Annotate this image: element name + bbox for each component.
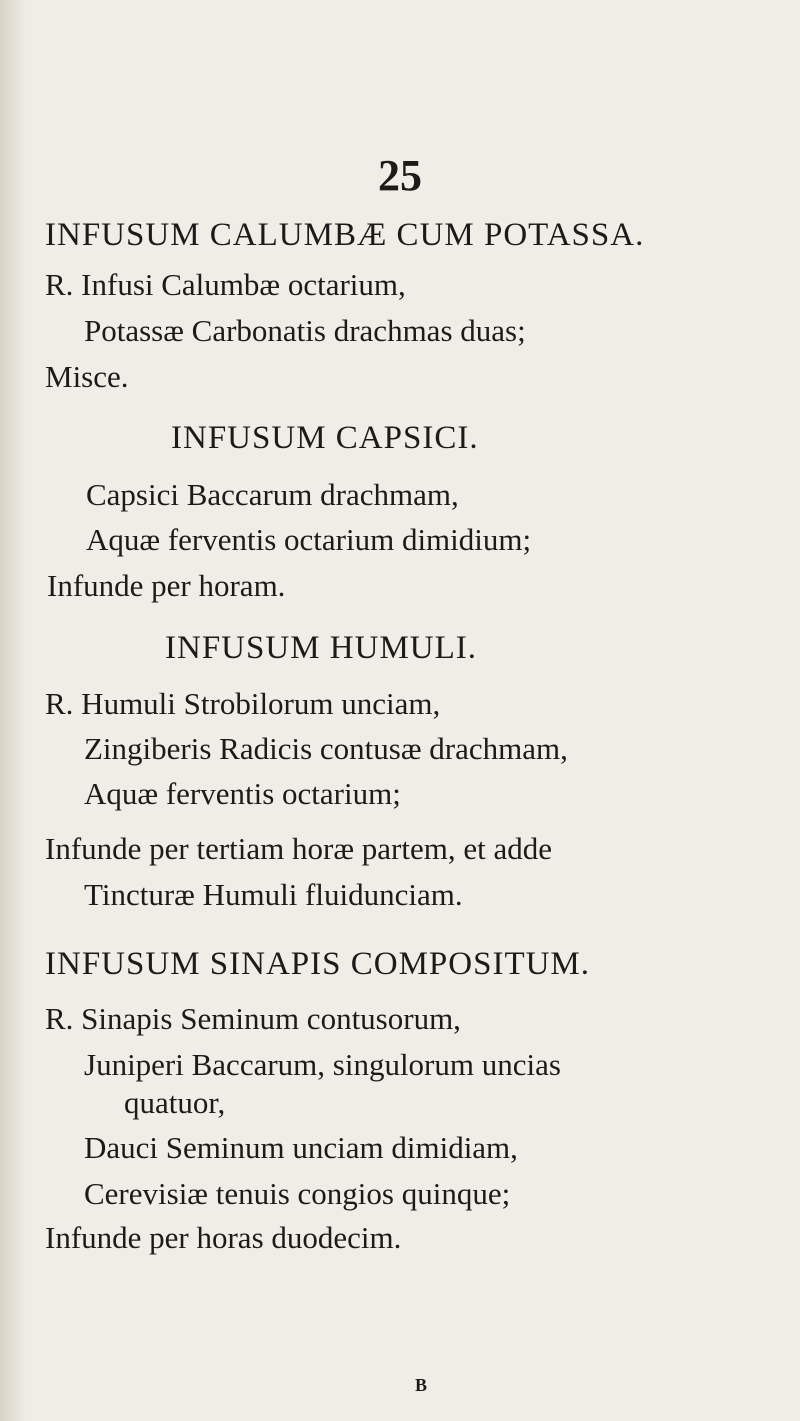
recipe-line: Tincturæ Humuli fluidunciam.	[84, 877, 463, 912]
page-edge-shading	[0, 0, 26, 1421]
recipe-line: Infunde per tertiam horæ partem, et adde	[45, 831, 552, 866]
recipe-line: Cerevisiæ tenuis congios quinque;	[84, 1176, 511, 1211]
recipe-line: Juniperi Baccarum, singulorum uncias	[84, 1047, 561, 1082]
page-number: 25	[378, 151, 422, 200]
section-heading-calumbae: INFUSUM CALUMBÆ CUM POTASSA.	[45, 217, 645, 253]
section-heading-capsici: INFUSUM CAPSICI.	[171, 420, 479, 456]
recipe-line: Zingiberis Radicis contusæ drachmam,	[84, 731, 568, 766]
section-heading-sinapis: INFUSUM SINAPIS COMPOSITUM.	[45, 946, 591, 982]
recipe-line: Potassæ Carbonatis drachmas duas;	[84, 313, 526, 348]
recipe-line: Capsici Baccarum drachmam,	[86, 477, 459, 512]
recipe-line: Aquæ ferventis octarium;	[84, 776, 401, 811]
recipe-line: R. Infusi Calumbæ octarium,	[45, 267, 406, 302]
recipe-line: Aquæ ferventis octarium dimidium;	[86, 522, 532, 557]
recipe-line: Infunde per horas duodecim.	[45, 1220, 402, 1255]
section-heading-humuli: INFUSUM HUMULI.	[165, 630, 478, 666]
recipe-line: R. Humuli Strobilorum unciam,	[45, 686, 441, 721]
recipe-line: Dauci Seminum unciam dimidiam,	[84, 1130, 518, 1165]
recipe-line: R. Sinapis Seminum contusorum,	[45, 1001, 461, 1036]
signature-mark: B	[415, 1375, 428, 1395]
recipe-line: Infunde per horam.	[47, 568, 286, 603]
recipe-line: Misce.	[45, 359, 129, 394]
recipe-line: quatuor,	[124, 1085, 226, 1120]
